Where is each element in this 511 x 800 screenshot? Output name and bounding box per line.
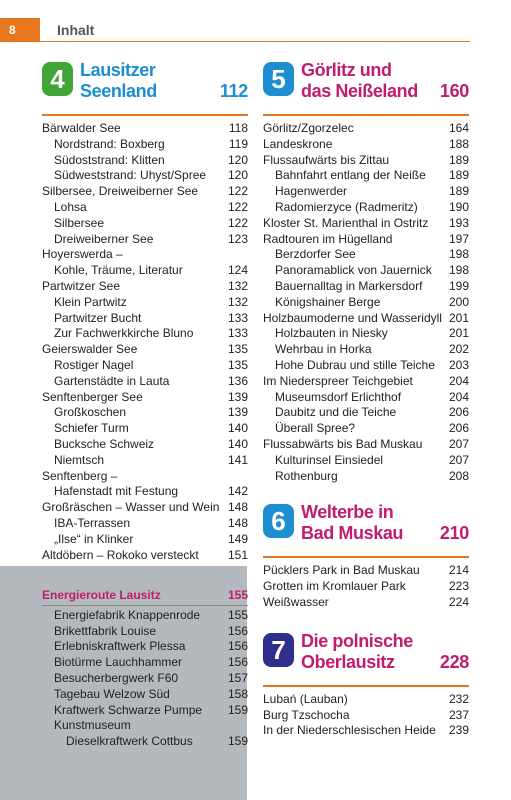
right-column: [263, 62, 469, 739]
toc-entry[interactable]: [263, 295, 469, 311]
toc-entry-label: Altdöbern – Rokoko versteckt: [42, 547, 199, 562]
toc-entry[interactable]: [42, 718, 248, 734]
chapter-4-heading[interactable]: [42, 62, 248, 114]
chapter-5-rule: [263, 114, 469, 116]
toc-entry-label: Flussabwärts bis Bad Muskau: [263, 436, 423, 451]
toc-entry[interactable]: [263, 469, 469, 485]
toc-entry[interactable]: [42, 516, 248, 532]
toc-entry-page: 132: [227, 278, 248, 293]
toc-entry-label: Geierswalder See: [42, 342, 138, 357]
chapter-5-heading[interactable]: [263, 62, 469, 114]
toc-entry[interactable]: [263, 311, 469, 327]
toc-entry[interactable]: [42, 279, 248, 295]
page-header: [0, 0, 511, 42]
toc-entry-page: 200: [448, 294, 469, 309]
toc-entry-page: 206: [448, 405, 469, 420]
toc-entry[interactable]: [42, 295, 248, 311]
toc-entry[interactable]: [42, 421, 248, 437]
toc-entry-label: Holzbaumoderne und Wasseridyll: [263, 310, 442, 325]
toc-entry-page: 189: [448, 184, 469, 199]
toc-entry-page: 140: [227, 436, 248, 451]
toc-entry-page: 139: [227, 389, 248, 404]
chapter-4-rule: [42, 114, 248, 116]
toc-entry-label: Bärwalder See: [42, 121, 121, 135]
toc-entry[interactable]: [42, 216, 248, 232]
toc-entry[interactable]: [42, 121, 248, 137]
toc-entry-label: Zur Fachwerkkirche Bluno: [54, 326, 194, 341]
toc-entry[interactable]: [263, 453, 469, 469]
toc-entry[interactable]: [42, 453, 248, 469]
toc-entry-label: Dreiweiberner See: [54, 231, 154, 246]
toc-entry[interactable]: [42, 703, 248, 719]
toc-entry-page: 120: [227, 168, 248, 183]
toc-entry-label: Biotürme Lauchhammer: [54, 655, 183, 670]
chapter-6-rule: [263, 556, 469, 558]
toc-entry[interactable]: [263, 168, 469, 184]
toc-entry-page: 197: [448, 231, 469, 246]
toc-entry-label: Senftenberg –: [42, 468, 118, 483]
chapter-6-entries: [263, 563, 469, 610]
toc-entry-page: 201: [448, 310, 469, 325]
toc-entry-label: Südoststrand: Klitten: [54, 152, 165, 167]
toc-entry-label: IBA-Terrassen: [54, 515, 131, 530]
toc-entry-page: 193: [448, 215, 469, 230]
toc-entry-label: Im Niederspreer Teichgebiet: [263, 373, 413, 388]
toc-entry-label: Großkoschen: [54, 405, 127, 420]
toc-entry-label: Görlitz/Zgorzelec: [263, 121, 354, 135]
chapter-7-page: 228: [439, 651, 469, 672]
toc-entry-page: 124: [227, 263, 248, 278]
toc-entry[interactable]: [263, 390, 469, 406]
toc-entry[interactable]: [263, 137, 469, 153]
chapter-7-badge: 7: [263, 633, 294, 667]
toc-entry-label: Landeskrone: [263, 136, 333, 151]
toc-entry-label: Klein Partwitz: [54, 294, 127, 309]
toc-entry[interactable]: [263, 595, 469, 611]
energy-route-section: [42, 588, 248, 750]
toc-entry[interactable]: [263, 263, 469, 279]
toc-entry[interactable]: [42, 342, 248, 358]
toc-entry-label: Flussaufwärts bis Zittau: [263, 152, 390, 167]
toc-entry-page: 122: [227, 215, 248, 230]
toc-entry[interactable]: [42, 263, 248, 279]
toc-entry-page: 151: [227, 547, 248, 562]
chapter-5-badge: 5: [263, 62, 294, 96]
toc-entry-page: 203: [448, 357, 469, 372]
toc-entry[interactable]: [42, 469, 248, 485]
toc-entry-label: Brikettfabrik Louise: [54, 623, 157, 638]
toc-entry-label: Kloster St. Marienthal in Ostritz: [263, 215, 429, 230]
toc-entry[interactable]: [42, 687, 248, 703]
toc-entry-label: Holzbauten in Niesky: [275, 326, 388, 341]
toc-entry-page: 140: [227, 421, 248, 436]
toc-entry-label: Partwitzer See: [42, 278, 121, 293]
toc-entry[interactable]: [42, 624, 248, 640]
toc-entry-label: Daubitz und die Teiche: [275, 405, 397, 420]
toc-entry-page: 198: [448, 263, 469, 278]
toc-entry-label: Bauernalltag in Markersdorf: [275, 278, 423, 293]
toc-entry-page: 164: [448, 121, 469, 135]
chapter-6-badge: 6: [263, 504, 294, 538]
toc-entry-page: 207: [448, 452, 469, 467]
toc-entry[interactable]: [263, 326, 469, 342]
toc-entry[interactable]: [263, 405, 469, 421]
chapter-4-entries: [42, 121, 248, 563]
chapter-4-title: Lausitzer Seenland: [80, 60, 157, 101]
toc-entry[interactable]: [263, 279, 469, 295]
toc-entry-label: Radtouren im Hügelland: [263, 231, 393, 246]
toc-entry-label: Gartenstädte in Lauta: [54, 373, 170, 388]
toc-entry-page: 159: [227, 702, 248, 717]
toc-entry-label: Partwitzer Bucht: [54, 310, 142, 325]
toc-entry[interactable]: [42, 374, 248, 390]
toc-entry-page: 136: [227, 373, 248, 388]
chapter-4-page: 112: [219, 81, 248, 101]
toc-entry-label: Königshainer Berge: [275, 294, 381, 309]
toc-entry-page: 119: [228, 136, 248, 151]
toc-entry-page: 122: [227, 184, 248, 199]
toc-entry[interactable]: [263, 247, 469, 263]
toc-entry[interactable]: [42, 608, 248, 624]
energy-route-rule: [42, 605, 248, 606]
toc-entry[interactable]: [42, 358, 248, 374]
toc-entry-page: 148: [227, 515, 248, 530]
toc-entry[interactable]: [42, 655, 248, 671]
toc-entry-label: Niemtsch: [54, 452, 105, 467]
page-title: Inhalt: [57, 22, 95, 38]
toc-entry-label: Kulturinsel Einsiedel: [275, 452, 384, 467]
toc-entry-label: Überall Spree?: [275, 421, 356, 436]
chapter-5-title: Görlitz und das Neißeland: [301, 60, 418, 101]
toc-entry-label: Großräschen – Wasser und Wein: [42, 500, 220, 515]
energy-route-heading[interactable]: Energieroute Lausitz 155: [42, 588, 248, 602]
toc-entry-page: 223: [448, 579, 469, 594]
toc-entry-page: 158: [227, 686, 248, 701]
toc-entry-label: Hagenwerder: [275, 184, 348, 199]
toc-entry-page: 118: [228, 121, 248, 135]
header-rule: [40, 41, 470, 42]
chapter-7-entries: [263, 692, 469, 739]
toc-entry-label: Kraftwerk Schwarze Pumpe: [54, 702, 203, 717]
toc-entry-label: Burg Tzschocha: [263, 707, 350, 722]
toc-entry-page: 148: [227, 500, 248, 515]
toc-entry-page: 199: [448, 278, 469, 293]
toc-entry-label: Südweststrand: Uhyst/Spree: [54, 168, 207, 183]
toc-entry-label: Bahnfahrt entlang der Neiße: [275, 168, 426, 183]
toc-entry-page: 139: [227, 405, 248, 420]
toc-entry[interactable]: [42, 326, 248, 342]
toc-entry[interactable]: [263, 563, 469, 579]
toc-entry[interactable]: [263, 200, 469, 216]
toc-entry[interactable]: [263, 437, 469, 453]
toc-entry[interactable]: [42, 168, 248, 184]
toc-entry-page: 204: [448, 389, 469, 404]
energy-route-entries: [42, 608, 248, 750]
toc-entry-label: Energiefabrik Knappenrode: [54, 607, 201, 622]
chapter-7-heading[interactable]: [263, 630, 469, 685]
toc-entry-page: 208: [448, 468, 469, 483]
left-column: [42, 62, 248, 563]
toc-entry-label: Lubań (Lauban): [263, 691, 348, 706]
toc-entry[interactable]: [42, 200, 248, 216]
toc-entry-label: Wehrbau in Horka: [275, 342, 372, 357]
toc-entry-label: Hoyerswerda –: [42, 247, 123, 262]
toc-entry[interactable]: [42, 390, 248, 406]
chapter-6-page: 210: [439, 523, 469, 544]
toc-entry-page: 122: [227, 199, 248, 214]
toc-entry[interactable]: [42, 484, 248, 500]
page-number: 8: [0, 18, 40, 42]
toc-entry-label: Berzdorfer See: [275, 247, 356, 262]
toc-entry-page: 156: [227, 623, 248, 638]
toc-entry-page: 142: [227, 484, 248, 499]
toc-entry-page: 159: [227, 734, 248, 749]
toc-entry-page: 156: [227, 639, 248, 654]
toc-entry-page: 120: [227, 152, 248, 167]
toc-entry-label: Tagebau Welzow Süd: [54, 686, 170, 701]
toc-entry-page: 239: [448, 723, 469, 738]
toc-entry[interactable]: [42, 500, 248, 516]
toc-entry-page: 202: [448, 342, 469, 357]
toc-entry-label: Dieselkraftwerk Cottbus: [66, 734, 193, 749]
toc-entry[interactable]: [263, 579, 469, 595]
toc-entry-label: Besucherbergwerk F60: [54, 670, 179, 685]
toc-entry-label: Senftenberger See: [42, 389, 143, 404]
toc-entry-page: 201: [448, 326, 469, 341]
toc-entry[interactable]: [263, 121, 469, 137]
toc-entry[interactable]: [42, 671, 248, 687]
toc-entry-page: 133: [227, 310, 248, 325]
toc-entry-page: 232: [448, 691, 469, 706]
toc-entry[interactable]: [263, 708, 469, 724]
toc-entry[interactable]: [42, 437, 248, 453]
chapter-5-page: 160: [439, 81, 469, 101]
toc-entry-page: 206: [448, 421, 469, 436]
toc-entry-label: Radomierzyce (Radmeritz): [275, 199, 418, 214]
toc-entry[interactable]: [42, 137, 248, 153]
toc-entry[interactable]: [42, 532, 248, 548]
toc-entry-label: Kohle, Träume, Literatur: [54, 263, 183, 278]
toc-entry-label: Hohe Dubrau und stille Teiche: [275, 357, 435, 372]
toc-entry-label: Weißwasser: [263, 594, 329, 609]
toc-entry-page: 135: [227, 342, 248, 357]
toc-entry-label: Erlebniskraftwerk Plessa: [54, 639, 186, 654]
chapter-6-title: Welterbe in Bad Muskau: [301, 502, 404, 544]
toc-entry[interactable]: [263, 342, 469, 358]
chapter-4-badge: 4: [42, 62, 73, 96]
toc-entry[interactable]: [42, 548, 248, 564]
chapter-6-heading[interactable]: [263, 504, 469, 556]
toc-entry-label: Museumsdorf Erlichthof: [275, 389, 402, 404]
toc-entry-label: Schiefer Turm: [54, 421, 129, 436]
toc-entry[interactable]: [42, 232, 248, 248]
toc-entry-page: 156: [227, 655, 248, 670]
toc-entry-page: 157: [227, 670, 248, 685]
toc-entry[interactable]: [263, 421, 469, 437]
toc-entry-page: 133: [227, 326, 248, 341]
toc-entry-page: 135: [227, 357, 248, 372]
toc-entry-label: Rostiger Nagel: [54, 357, 134, 372]
toc-entry-page: 155: [227, 607, 248, 622]
toc-entry-label: Grotten im Kromlauer Park: [263, 579, 406, 594]
toc-entry-page: 204: [448, 373, 469, 388]
toc-entry[interactable]: [263, 216, 469, 232]
toc-entry-page: 224: [448, 594, 469, 609]
toc-entry[interactable]: [263, 692, 469, 708]
toc-entry-page: 132: [227, 294, 248, 309]
toc-entry-label: Pücklers Park in Bad Muskau: [263, 563, 420, 578]
toc-entry-label: Kunstmuseum: [54, 718, 131, 733]
toc-entry-label: „Ilse“ in Klinker: [54, 531, 134, 546]
toc-entry-label: Silbersee: [54, 215, 105, 230]
toc-entry[interactable]: [263, 374, 469, 390]
chapter-7-title: Die polnische Oberlausitz: [301, 630, 413, 672]
toc-entry-page: 214: [448, 563, 469, 578]
toc-entry[interactable]: [42, 734, 248, 750]
toc-entry[interactable]: [263, 153, 469, 169]
toc-entry-page: 189: [448, 152, 469, 167]
toc-entry-page: 207: [448, 436, 469, 451]
toc-entry-page: 188: [448, 136, 469, 151]
toc-entry[interactable]: [42, 639, 248, 655]
toc-entry-page: 237: [448, 707, 469, 722]
toc-entry[interactable]: [42, 184, 248, 200]
toc-entry[interactable]: [263, 232, 469, 248]
toc-entry-label: Hafenstadt mit Festung: [54, 484, 179, 499]
toc-entry[interactable]: [263, 723, 469, 739]
chapter-7-rule: [263, 685, 469, 687]
toc-entry[interactable]: [42, 153, 248, 169]
toc-entry-label: Rothenburg: [275, 468, 338, 483]
chapter-5-entries: [263, 121, 469, 484]
toc-entry-label: Bucksche Schweiz: [54, 436, 155, 451]
toc-entry-label: In der Niederschlesischen Heide: [263, 723, 436, 738]
toc-entry[interactable]: [42, 311, 248, 327]
toc-entry-label: Silbersee, Dreiweiberner See: [42, 184, 199, 199]
toc-entry[interactable]: [263, 358, 469, 374]
toc-entry[interactable]: [263, 184, 469, 200]
toc-entry-page: 189: [448, 168, 469, 183]
toc-entry-label: Panoramablick von Jauernick: [275, 263, 432, 278]
toc-entry-label: Nordstrand: Boxberg: [54, 136, 165, 151]
toc-entry-page: 198: [448, 247, 469, 262]
toc-entry-page: 149: [227, 531, 248, 546]
toc-entry-page: 190: [448, 199, 469, 214]
toc-entry-page: 123: [227, 231, 248, 246]
toc-entry-label: Lohsa: [54, 199, 87, 214]
toc-entry-page: 141: [227, 452, 248, 467]
toc-entry[interactable]: [42, 247, 248, 263]
toc-entry[interactable]: [42, 405, 248, 421]
